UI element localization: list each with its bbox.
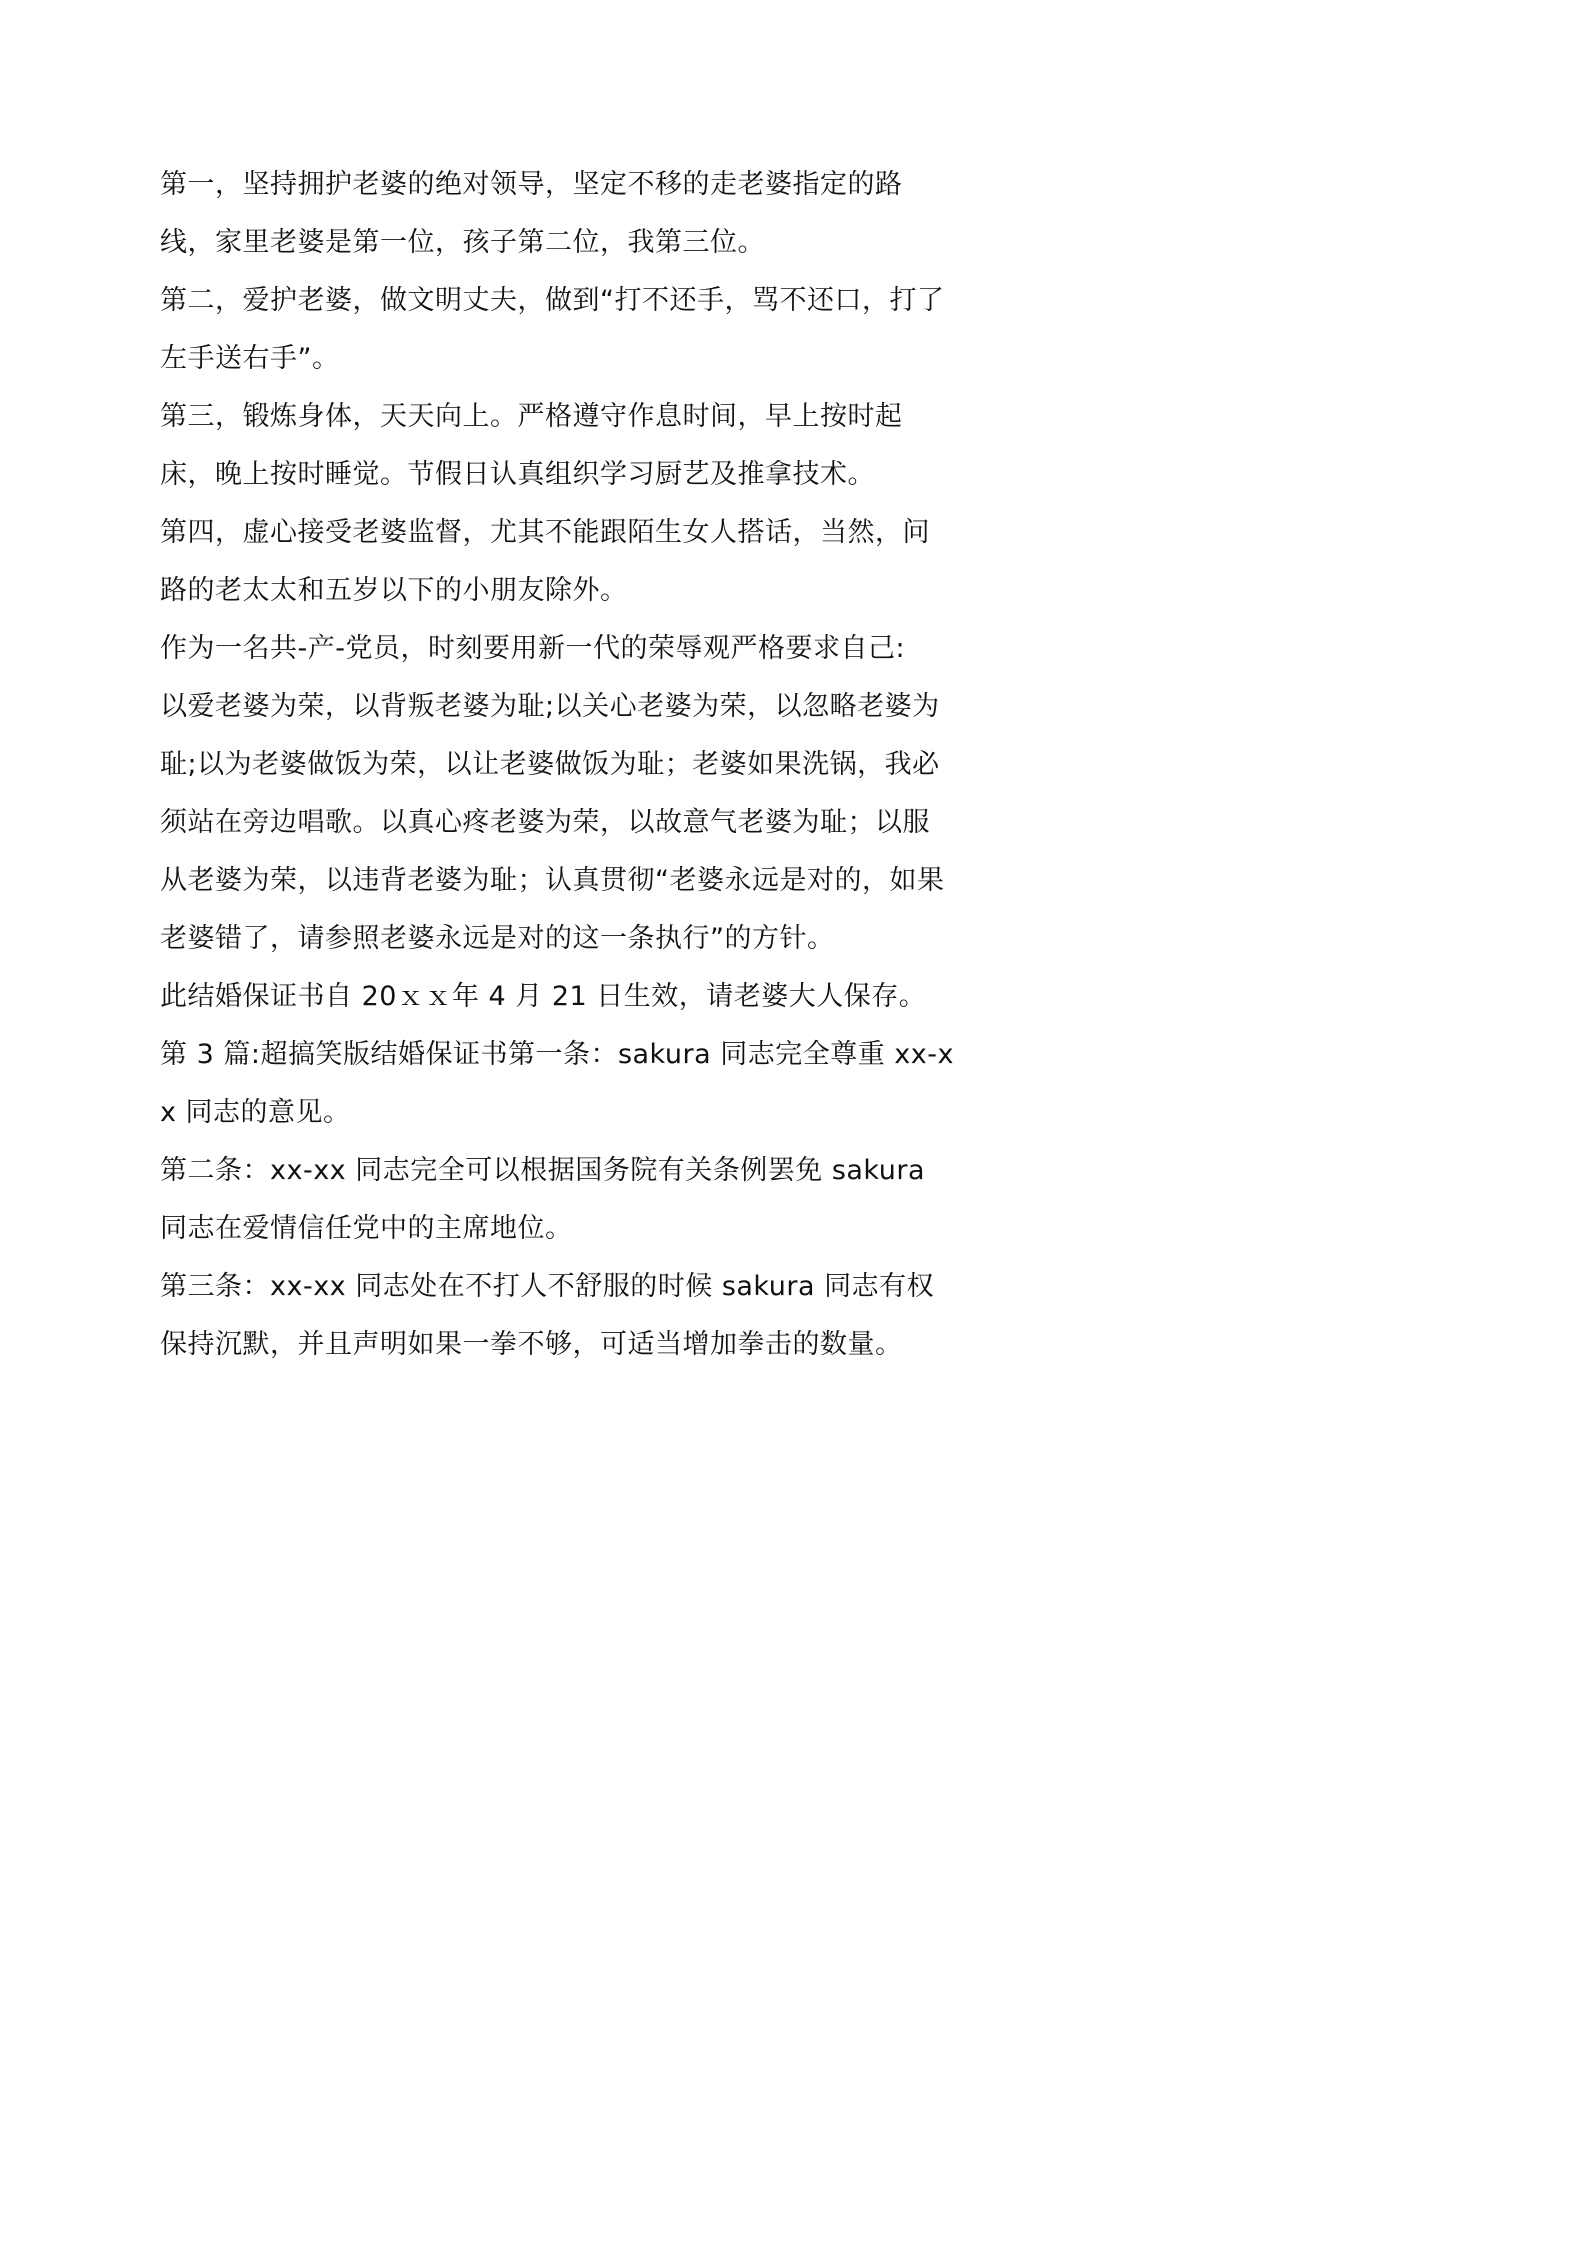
- paragraph-3: 第三，锻炼身体，天天向上。严格遵守作息时间，早上按时起床，晚上按时睡觉。节假日认真组织学习厨艺及推拿技术。: [160, 401, 903, 490]
- paragraph-8: 第 3 篇:超搞笑版结婚保证书第一条：sakura 同志完全尊重 xx-xx 同志的意见。: [160, 1039, 954, 1128]
- document-body: [160, 156, 955, 1374]
- paragraph-6: 以爱老婆为荣，以背叛老婆为耻;以关心老婆为荣，以忽略老婆为耻;以为老婆做饭为荣，以让老婆做饭为耻；老婆如果洗锅，我必须站在旁边唱歌。以真心疼老婆为荣，以故意气老婆为耻；以服从老婆为荣，以违背老婆为耻；认真贯彻“老婆永远是对的，如果老婆错了，请参照老婆永远是对的这一条执行”的方针。: [160, 691, 945, 954]
- document-page: [0, 0, 1100, 1556]
- paragraph-2: 第二，爱护老婆，做文明丈夫，做到“打不还手，骂不还口，打了左手送右手”。: [160, 285, 945, 374]
- paragraph-9: 第二条：xx-xx 同志完全可以根据国务院有关条例罢免 sakura 同志在爱情信任党中的主席地位。: [160, 1155, 925, 1244]
- paragraph-5: 作为一名共-产-党员，时刻要用新一代的荣辱观严格要求自己:: [160, 633, 906, 664]
- paragraph-10: 第三条：xx-xx 同志处在不打人不舒服的时候 sakura 同志有权保持沉默，并且声明如果一拳不够，可适当增加拳击的数量。: [160, 1271, 935, 1360]
- paragraph-1: 第一，坚持拥护老婆的绝对领导，坚定不移的走老婆指定的路线，家里老婆是第一位，孩子第二位，我第三位。: [160, 169, 903, 258]
- paragraph-4: 第四，虚心接受老婆监督，尤其不能跟陌生女人搭话，当然，问路的老太太和五岁以下的小朋友除外。: [160, 517, 930, 606]
- paragraph-7: 此结婚保证书自 20ｘｘ年 4 月 21 日生效，请老婆大人保存。: [160, 981, 927, 1012]
